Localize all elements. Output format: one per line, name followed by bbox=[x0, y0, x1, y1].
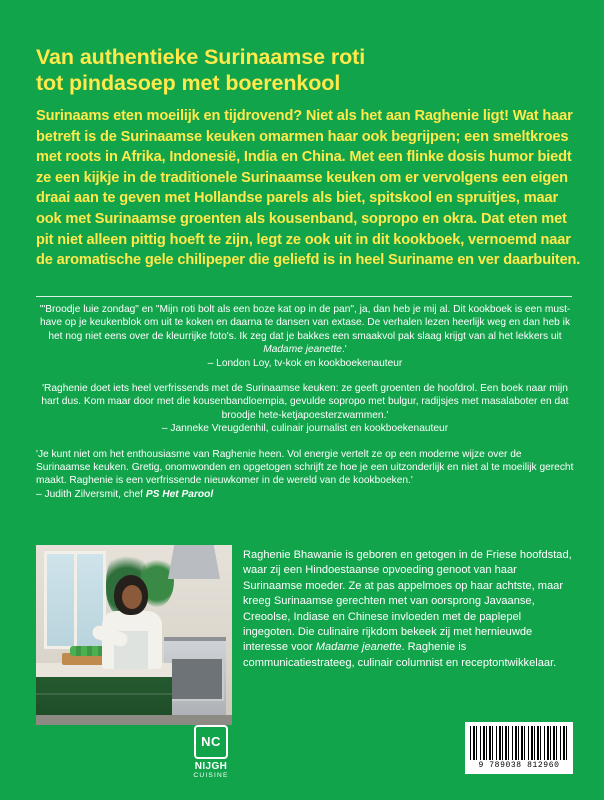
publisher-name: NIJGH bbox=[194, 761, 228, 772]
bio-book-title: Madame jeanette bbox=[315, 641, 402, 654]
quote-1-book-title: Madame jeanette bbox=[263, 344, 342, 356]
publisher-imprint: CUISINE bbox=[193, 772, 229, 779]
author-bio bbox=[243, 548, 573, 671]
photo-range-hood bbox=[168, 545, 220, 579]
quote-2 bbox=[36, 382, 574, 436]
title-line-2: tot pindasoep met boerenkool bbox=[36, 71, 341, 95]
quote-1-body: '"Broodje luie zondag" en "Mijn roti bolt als een boze kat op in de pan", ja, dan heb je mij al. Dit kookboek is een must-have op je keukenblok om uit te koken en daarna te dansen van extase. De verhalen lezen heerlijk weg en dan heb ik het nog niet eens over de kleurrijke foto's. Ik zeg dat je bakkes een smaakvol pak slaag krijgt van al het lekkers uit bbox=[39, 304, 571, 342]
divider bbox=[36, 296, 572, 297]
quote-3-body: 'Je kunt niet om het enthousiasme van Raghenie heen. Vol energie vertelt ze op een moderne wijze over de Surinaamse keuken. Gretig, onomwonden en opgetogen schrijft ze hoe je een uitzonderlijk en niet al te moeilijk gerecht maakt. Raghenie is een verfrissende nieuwkomer in de wereld van de kookboeken.' bbox=[36, 448, 574, 487]
quote-1-attribution: – London Loy, tv-kok en kookboekenauteur bbox=[207, 357, 403, 369]
blurb-text: Surinaams eten moeilijk en tijdrovend? Niet als het aan Raghenie ligt! Wat haar betreft is de Surinaamse keuken omarmen haar ook begrijpen; een smeltkroes met roots in Afrika, Indonesië, India en China. Met een flinke dosis humor biedt ze een kijkje in de traditionele Surinaamse keuken om er vervolgens een eigen draai aan te geven met Hollandse parels als biet, spitskool en spruitjes, maar ook met Surinaamse groenten als kousenband, sopropo en okra. Dat eten met pit niet alleen pittig hoeft te zijn, legt ze ook uit in dit kookboek, vernoemd naar de aromatische gele chilipeper die geliefd is in heel Suriname en ver daarbuiten. bbox=[36, 108, 581, 269]
barcode bbox=[465, 722, 573, 774]
title-line-1: Van authentieke Surinaamse roti bbox=[36, 45, 366, 69]
quote-3 bbox=[36, 448, 574, 502]
bio-part-1: Raghenie Bhawanie is geboren en getogen in de Friese hoofdstad, waar zij een Hindoestaanse opvoeding genoot van haar Surinaamse moeder. Ze at pas appelmoes op haar achtste, maar kreeg Surinaamse gerechten met van oorsprong Javaanse, Creoolse, Indiase en Chinese invloeden met de paplepel ingegoten. Die culinaire rijkdom bekeek zij met hernieuwde interesse voor bbox=[243, 549, 572, 654]
quote-3-attribution bbox=[36, 488, 574, 501]
quote-1 bbox=[36, 303, 574, 370]
review-quotes bbox=[36, 303, 574, 513]
photo-oven-door bbox=[170, 657, 224, 701]
photo-floor bbox=[36, 715, 232, 725]
photo-person-face bbox=[122, 585, 142, 609]
quote-1-body-end: .' bbox=[341, 344, 347, 356]
publisher-mark-icon bbox=[194, 725, 228, 759]
publisher-logo bbox=[182, 725, 240, 779]
bio-part-2: . Raghenie is communicatiestrateeg, culinair columnist en receptontwikkelaar. bbox=[243, 641, 557, 669]
quote-3-publication: PS Het Parool bbox=[145, 488, 214, 500]
barcode-number: 9 789038 812960 bbox=[478, 761, 560, 770]
publisher-mark-text: NC bbox=[201, 734, 221, 749]
author-photo bbox=[36, 545, 232, 725]
barcode-bars-icon bbox=[470, 726, 568, 760]
quote-2-attribution: – Janneke Vreugdenhil, culinair journalist en kookboekenauteur bbox=[161, 423, 449, 435]
quote-3-attribution-prefix: – Judith Zilversmit, chef bbox=[36, 488, 146, 500]
quote-2-body: 'Raghenie doet iets heel verfrissends met de Surinaamse keuken: ze geeft groenten de hoofdrol. Een boek naar mijn hart dus. Kom maar door met die kousenbandloempia, gevulde sopropo met bulgur, radijsjes met masalaboter en dat broodje hete-ketjapoesterzwammen.' bbox=[41, 383, 569, 421]
page-title bbox=[36, 44, 576, 96]
